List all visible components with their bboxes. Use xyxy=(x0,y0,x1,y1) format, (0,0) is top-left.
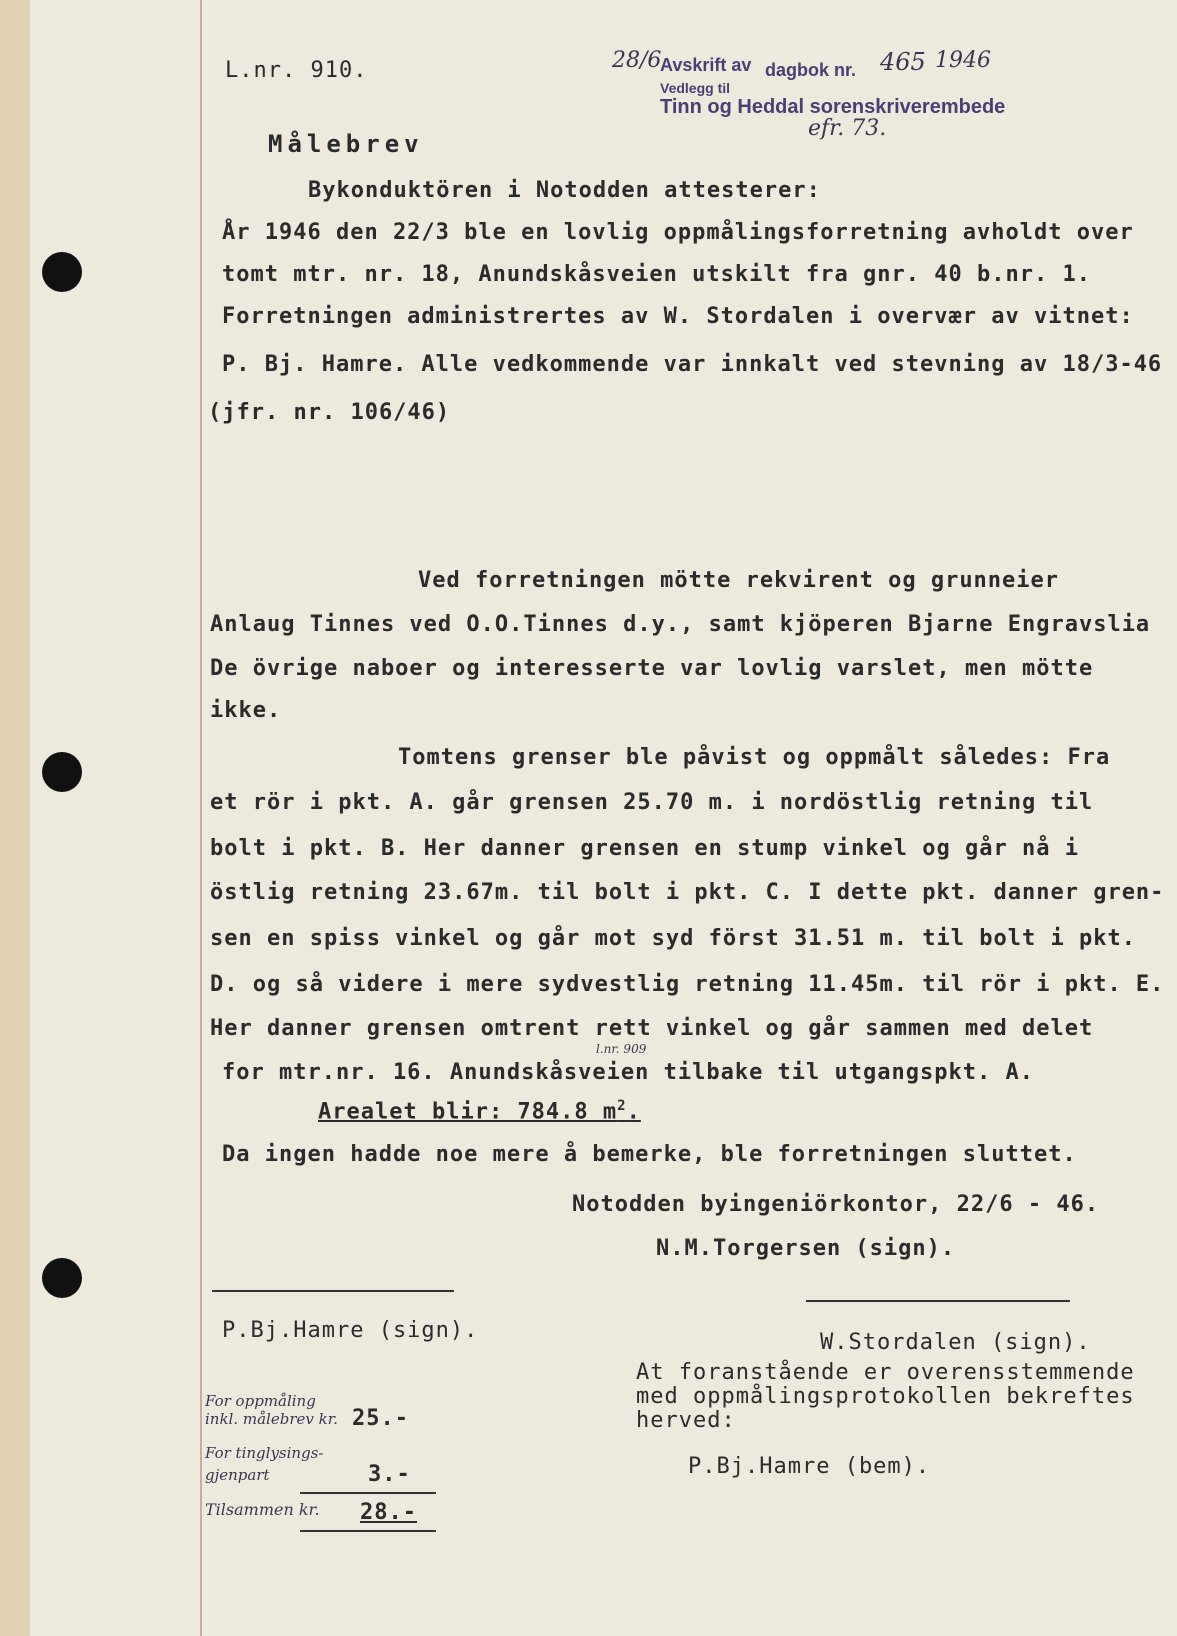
para1-line3: Forretningen administrertes av W. Stordalen i overvær av vitnet: xyxy=(222,304,1134,329)
hand-reference: efr. 73. xyxy=(808,116,887,141)
area-line xyxy=(318,1098,641,1124)
binding-strip xyxy=(0,0,30,1636)
document-title: Målebrev xyxy=(268,130,424,158)
office-line: Notodden byingeniörkontor, 22/6 - 46. xyxy=(572,1192,1100,1217)
area-label: Arealet blir: 784.8 m xyxy=(318,1099,618,1125)
witness-signature: P.Bj.Hamre (sign). xyxy=(222,1318,479,1343)
para1-line1: År 1946 den 22/3 ble en lovlig oppmålingsforretning avholdt over xyxy=(222,220,1134,245)
signer-torgersen: N.M.Torgersen (sign). xyxy=(656,1236,956,1261)
fee3-hand: Tilsammen kr. xyxy=(205,1500,320,1519)
fee2-amount: 3.- xyxy=(368,1462,411,1487)
stamp-line3: Tinn og Heddal sorenskriverembede xyxy=(660,96,1006,118)
hand-dagbok-no: 465 xyxy=(880,48,926,76)
para1-line2: tomt mtr. nr. 18, Anundskåsveien utskilt fra gnr. 40 b.nr. 1. xyxy=(222,262,1091,287)
stamp-line1-prefix: Avskrift av xyxy=(660,55,752,75)
surveyor-signature: W.Stordalen (sign). xyxy=(820,1330,1091,1355)
certify-line2: med oppmålingsprotokollen bekreftes xyxy=(636,1384,1135,1409)
para3-line7: Her danner grensen omtrent rett vinkel og går sammen med delet xyxy=(210,1016,1094,1041)
margin-line xyxy=(200,0,202,1636)
hand-insert: l.nr. 909 xyxy=(596,1042,647,1056)
fee1-hand-a: For oppmåling xyxy=(205,1392,316,1410)
hand-year: 1946 xyxy=(935,48,991,73)
para2-line4: ikke. xyxy=(210,698,282,723)
certifier-signature: P.Bj.Hamre (bem). xyxy=(688,1454,931,1479)
para2-line3: De övrige naboer og interesserte var lovlig varslet, men mötte xyxy=(210,656,1094,681)
para3-line8: for mtr.nr. 16. Anundskåsveien tilbake til utgangspkt. A. xyxy=(222,1060,1034,1085)
closing-line: Da ingen hadde noe mere å bemerke, ble forretningen sluttet. xyxy=(222,1142,1077,1167)
area-tail: . xyxy=(626,1099,641,1125)
punch-hole-bottom xyxy=(42,1258,82,1298)
fee-total-line xyxy=(300,1530,436,1532)
para3-line3: bolt i pkt. B. Her danner grensen en stump vinkel og går nå i xyxy=(210,836,1079,861)
punch-hole-middle xyxy=(42,752,82,792)
stamp-line2: Vedlegg til xyxy=(660,80,731,96)
para3-line4: östlig retning 23.67m. til bolt i pkt. C. I dette pkt. danner gren- xyxy=(210,880,1165,905)
para3-line6: D. og så videre i mere sydvestlig retning 11.45m. til rör i pkt. E. xyxy=(210,972,1165,997)
fee1-hand-b: inkl. målebrev kr. xyxy=(205,1410,338,1428)
certify-line1: At foranstående er overensstemmende xyxy=(636,1360,1135,1385)
signature-line-right xyxy=(806,1300,1070,1302)
stamp-line1-mid: dagbok nr. xyxy=(765,60,857,80)
para1-line4: P. Bj. Hamre. Alle vedkommende var innkalt ved stevning av 18/3-46 xyxy=(222,352,1163,377)
intro-line: Bykonduktören i Notodden attesterer: xyxy=(308,178,821,203)
para3-line2: et rör i pkt. A. går grensen 25.70 m. i nordöstlig retning til xyxy=(210,790,1094,815)
area-superscript: 2 xyxy=(617,1098,627,1114)
fee-subtotal-line xyxy=(300,1492,436,1494)
para3-line5: sen en spiss vinkel og går mot syd först 31.51 m. til bolt i pkt. xyxy=(210,926,1136,951)
para3-line1: Tomtens grenser ble påvist og oppmålt således: Fra xyxy=(398,745,1111,770)
fee2-hand-a: For tinglysings- xyxy=(205,1444,324,1462)
para2-line2: Anlaug Tinnes ved O.O.Tinnes d.y., samt kjöperen Bjarne Engravslia xyxy=(210,612,1151,637)
certify-line3: herved: xyxy=(636,1408,736,1433)
lnr-label: L.nr. 910. xyxy=(225,58,368,83)
signature-line-left xyxy=(212,1290,454,1292)
fee2-hand-b: gjenpart xyxy=(205,1466,270,1484)
hand-date: 28/6 xyxy=(612,48,662,73)
punch-hole-top xyxy=(42,252,82,292)
para1-line5: (jfr. nr. 106/46) xyxy=(208,400,451,425)
para2-line1: Ved forretningen mötte rekvirent og grunneier xyxy=(418,568,1060,593)
fee1-amount: 25.- xyxy=(352,1406,409,1431)
fee-total-amount: 28.- xyxy=(360,1500,417,1525)
